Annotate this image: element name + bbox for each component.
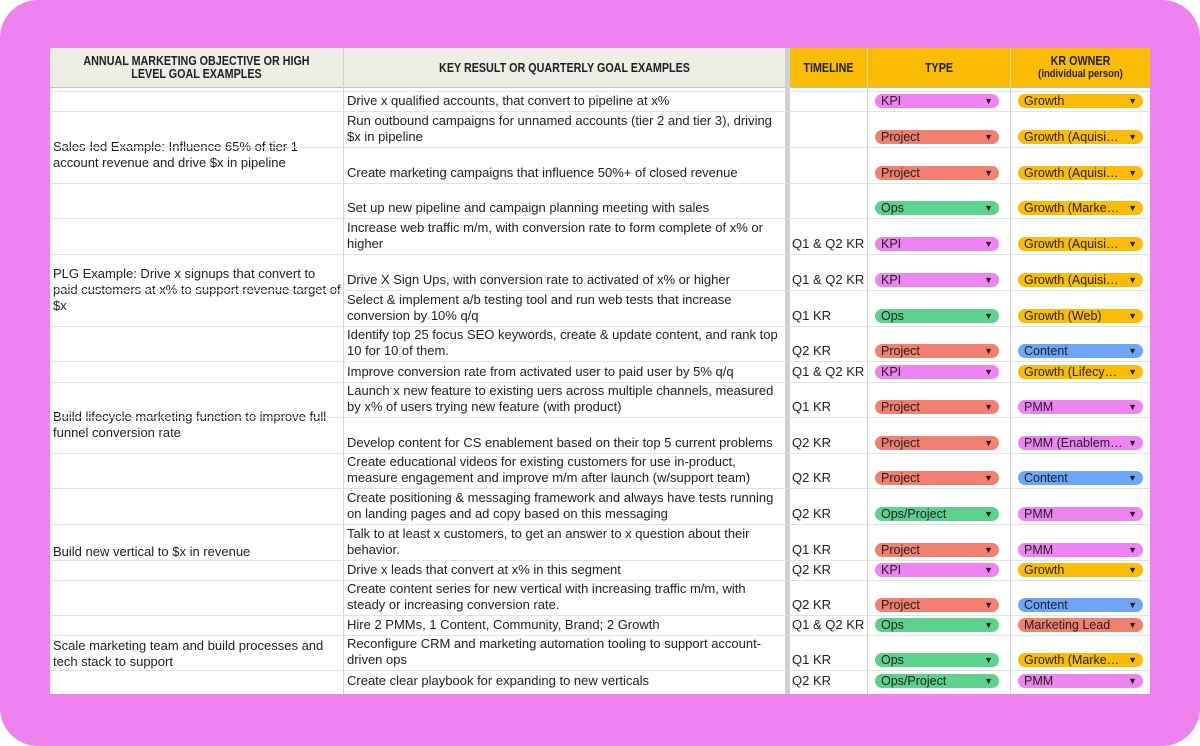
table-row[interactable] bbox=[50, 254, 1150, 290]
type-dropdown-chip[interactable] bbox=[875, 563, 999, 577]
timeline-cell[interactable]: Q2 KR bbox=[792, 673, 832, 688]
timeline-cell[interactable]: Q2 KR bbox=[792, 470, 832, 485]
header-owner bbox=[1021, 48, 1141, 88]
owner-label: PMM bbox=[1024, 507, 1054, 521]
owner-label: PMM (Enablem… bbox=[1024, 436, 1123, 450]
dropdown-arrow-icon: ▼ bbox=[1128, 239, 1137, 249]
dropdown-arrow-icon: ▼ bbox=[1128, 168, 1137, 178]
type-dropdown-chip[interactable] bbox=[875, 166, 999, 180]
type-label: Project bbox=[881, 598, 920, 612]
table-row[interactable] bbox=[50, 183, 1150, 218]
table-row[interactable] bbox=[50, 488, 1150, 524]
key-result-cell[interactable]: Create content series for new vertical with increasing traffic m/m, with steady or increasing conversion rate. bbox=[347, 581, 746, 612]
owner-dropdown-chip[interactable] bbox=[1018, 598, 1143, 612]
dropdown-arrow-icon: ▼ bbox=[984, 600, 993, 610]
type-dropdown-chip[interactable] bbox=[875, 130, 999, 144]
table-row[interactable] bbox=[50, 670, 1150, 691]
key-result-cell[interactable]: Drive x leads that convert at x% in this segment bbox=[347, 562, 621, 577]
owner-dropdown-chip[interactable] bbox=[1018, 344, 1143, 358]
owner-label: Growth (Lifecy… bbox=[1024, 365, 1118, 379]
owner-dropdown-chip[interactable] bbox=[1018, 130, 1143, 144]
timeline-cell[interactable]: Q1 KR bbox=[792, 652, 832, 667]
type-label: KPI bbox=[881, 563, 902, 577]
key-result-cell[interactable]: Create educational videos for existing customers for use in-product, measure engagement and improve m/m after launch (w/support team) bbox=[347, 454, 751, 485]
key-result-cell[interactable]: Create positioning & messaging framework and always have tests running on landing pages and ad copy based on this messaging bbox=[347, 490, 774, 521]
type-dropdown-chip[interactable] bbox=[875, 94, 999, 108]
dropdown-arrow-icon: ▼ bbox=[984, 655, 993, 665]
key-result-cell[interactable]: Increase web traffic m/m, with conversion rate to form complete of x% or higher bbox=[347, 220, 763, 251]
timeline-cell[interactable]: Q1 KR bbox=[792, 308, 832, 323]
type-dropdown-chip[interactable] bbox=[875, 400, 999, 414]
dropdown-arrow-icon: ▼ bbox=[984, 168, 993, 178]
key-result-cell[interactable]: Identify top 25 focus SEO keywords, create & update content, and rank top 10 for 10 of them. bbox=[347, 327, 778, 358]
dropdown-arrow-icon: ▼ bbox=[984, 620, 993, 630]
goal-text: Sales-led Example: Influence 65% of tier 1 account revenue and drive $x in pipeline bbox=[53, 139, 298, 170]
owner-dropdown-chip[interactable] bbox=[1018, 94, 1143, 108]
dropdown-arrow-icon: ▼ bbox=[1128, 402, 1137, 412]
timeline-cell[interactable]: Q1 KR bbox=[792, 399, 832, 414]
key-result-cell[interactable]: Drive x qualified accounts, that convert to pipeline at x% bbox=[347, 93, 670, 108]
table-row[interactable] bbox=[50, 91, 1150, 111]
dropdown-arrow-icon: ▼ bbox=[1128, 509, 1137, 519]
key-result-cell[interactable]: Reconfigure CRM and marketing automation tooling to support account-driven ops bbox=[347, 636, 762, 667]
dropdown-arrow-icon: ▼ bbox=[1128, 367, 1137, 377]
type-dropdown-chip[interactable] bbox=[875, 344, 999, 358]
type-label: Project bbox=[881, 130, 920, 144]
type-label: Project bbox=[881, 543, 920, 557]
table-row[interactable] bbox=[50, 147, 1150, 183]
dropdown-arrow-icon: ▼ bbox=[984, 676, 993, 686]
dropdown-arrow-icon: ▼ bbox=[984, 132, 993, 142]
dropdown-arrow-icon: ▼ bbox=[1128, 132, 1137, 142]
dropdown-arrow-icon: ▼ bbox=[1128, 311, 1137, 321]
owner-label: PMM bbox=[1024, 674, 1054, 688]
type-dropdown-chip[interactable] bbox=[875, 436, 999, 450]
type-dropdown-chip[interactable] bbox=[875, 598, 999, 612]
owner-label: Content bbox=[1024, 344, 1068, 358]
owner-dropdown-chip[interactable] bbox=[1018, 653, 1143, 667]
goal-text: Build new vertical to $x in revenue bbox=[53, 544, 251, 559]
table-row[interactable] bbox=[50, 382, 1150, 417]
dropdown-arrow-icon: ▼ bbox=[984, 203, 993, 213]
owner-dropdown-chip[interactable] bbox=[1018, 365, 1143, 379]
type-label: KPI bbox=[881, 273, 902, 287]
type-label: KPI bbox=[881, 94, 902, 108]
type-dropdown-chip[interactable] bbox=[875, 674, 999, 688]
type-dropdown-chip[interactable] bbox=[875, 237, 999, 251]
header-key-result: KEY RESULT OR QUARTERLY GOAL EXAMPLES bbox=[439, 60, 690, 75]
owner-label: Growth bbox=[1024, 563, 1065, 577]
owner-label: Growth (Aquisi… bbox=[1024, 166, 1119, 180]
dropdown-arrow-icon: ▼ bbox=[984, 402, 993, 412]
dropdown-arrow-icon: ▼ bbox=[1128, 346, 1137, 356]
dropdown-arrow-icon: ▼ bbox=[1128, 545, 1137, 555]
owner-dropdown-chip[interactable] bbox=[1018, 166, 1143, 180]
key-result-cell[interactable]: Hire 2 PMMs, 1 Content, Community, Brand; 2 Growth bbox=[347, 617, 660, 632]
dropdown-arrow-icon: ▼ bbox=[984, 311, 993, 321]
timeline-cell[interactable]: Q2 KR bbox=[792, 506, 832, 521]
type-dropdown-chip[interactable] bbox=[875, 543, 999, 557]
table-row[interactable] bbox=[50, 560, 1150, 580]
owner-dropdown-chip[interactable] bbox=[1018, 273, 1143, 287]
table-row[interactable] bbox=[50, 417, 1150, 453]
type-dropdown-chip[interactable] bbox=[875, 653, 999, 667]
type-label: Ops bbox=[881, 201, 904, 215]
table-row[interactable] bbox=[50, 453, 1150, 488]
dropdown-arrow-icon: ▼ bbox=[984, 473, 993, 483]
dropdown-arrow-icon: ▼ bbox=[984, 275, 993, 285]
table-row[interactable] bbox=[50, 580, 1150, 615]
timeline-cell[interactable]: Q1 & Q2 KR bbox=[792, 236, 865, 251]
dropdown-arrow-icon: ▼ bbox=[984, 346, 993, 356]
timeline-cell[interactable]: Q1 & Q2 KR bbox=[792, 364, 865, 379]
type-label: Project bbox=[881, 436, 920, 450]
owner-label: Growth (Marke… bbox=[1024, 653, 1120, 667]
dropdown-arrow-icon: ▼ bbox=[1128, 473, 1137, 483]
timeline-cell[interactable]: Q2 KR bbox=[792, 435, 832, 450]
owner-label: Content bbox=[1024, 471, 1068, 485]
owner-dropdown-chip[interactable] bbox=[1018, 309, 1143, 323]
type-label: Project bbox=[881, 400, 920, 414]
type-label: KPI bbox=[881, 365, 902, 379]
dropdown-arrow-icon: ▼ bbox=[984, 367, 993, 377]
type-label: Project bbox=[881, 344, 920, 358]
owner-label: Growth (Aquisi… bbox=[1024, 273, 1119, 287]
key-result-cell[interactable]: Launch x new feature to existing uers across multiple channels, measured by x% of users trying new feature (with product) bbox=[347, 383, 774, 414]
header-owner-title: KR OWNER bbox=[1050, 54, 1111, 68]
owner-label: Content bbox=[1024, 598, 1068, 612]
dropdown-arrow-icon: ▼ bbox=[984, 565, 993, 575]
dropdown-arrow-icon: ▼ bbox=[984, 509, 993, 519]
key-result-cell[interactable]: Improve conversion rate from activated user to paid user by 5% q/q bbox=[347, 364, 734, 379]
owner-dropdown-chip[interactable] bbox=[1018, 563, 1143, 577]
dropdown-arrow-icon: ▼ bbox=[1128, 600, 1137, 610]
header-objective: ANNUAL MARKETING OBJECTIVE OR HIGH LEVEL GOAL EXAMPLES bbox=[83, 54, 310, 81]
table-row[interactable] bbox=[50, 524, 1150, 560]
dropdown-arrow-icon: ▼ bbox=[1128, 438, 1137, 448]
owner-label: Growth (Aquisi… bbox=[1024, 130, 1119, 144]
table-row[interactable] bbox=[50, 111, 1150, 147]
dropdown-arrow-icon: ▼ bbox=[1128, 203, 1137, 213]
owner-label: Growth (Aquisi… bbox=[1024, 237, 1119, 251]
timeline-cell[interactable]: Q1 KR bbox=[792, 542, 832, 557]
timeline-cell[interactable]: Q1 & Q2 KR bbox=[792, 272, 865, 287]
type-dropdown-chip[interactable] bbox=[875, 507, 999, 521]
key-result-cell[interactable]: Run outbound campaigns for unnamed accounts (tier 2 and tier 3), driving $x in pipeline bbox=[347, 113, 772, 144]
owner-label: PMM bbox=[1024, 543, 1054, 557]
dropdown-arrow-icon: ▼ bbox=[1128, 565, 1137, 575]
type-dropdown-chip[interactable] bbox=[875, 618, 999, 632]
header-owner-sub: (individual person) bbox=[1038, 68, 1123, 80]
dropdown-arrow-icon: ▼ bbox=[1128, 96, 1137, 106]
key-result-cell[interactable]: Create marketing campaigns that influence 50%+ of closed revenue bbox=[347, 165, 738, 180]
owner-label: Growth (Marke… bbox=[1024, 201, 1120, 215]
owner-dropdown-chip[interactable] bbox=[1018, 543, 1143, 557]
owner-dropdown-chip[interactable] bbox=[1018, 436, 1143, 450]
dropdown-arrow-icon: ▼ bbox=[1128, 655, 1137, 665]
type-label: Ops bbox=[881, 309, 904, 323]
dropdown-arrow-icon: ▼ bbox=[1128, 620, 1137, 630]
table-row[interactable] bbox=[50, 218, 1150, 254]
type-dropdown-chip[interactable] bbox=[875, 365, 999, 379]
owner-dropdown-chip[interactable] bbox=[1018, 237, 1143, 251]
table-row[interactable] bbox=[50, 635, 1150, 670]
type-dropdown-chip[interactable] bbox=[875, 273, 999, 287]
key-result-cell[interactable]: Select & implement a/b testing tool and run web tests that increase conversion by 10% q/q bbox=[347, 292, 732, 323]
owner-label: Marketing Lead bbox=[1024, 618, 1111, 632]
type-dropdown-chip[interactable] bbox=[875, 309, 999, 323]
key-result-cell[interactable]: Create clear playbook for expanding to new verticals bbox=[347, 673, 650, 688]
type-label: Project bbox=[881, 471, 920, 485]
table-row[interactable] bbox=[50, 326, 1150, 361]
type-label: KPI bbox=[881, 237, 902, 251]
type-label: Ops bbox=[881, 618, 904, 632]
timeline-cell[interactable]: Q2 KR bbox=[792, 562, 832, 577]
timeline-cell[interactable]: Q1 & Q2 KR bbox=[792, 617, 865, 632]
table-row[interactable] bbox=[50, 361, 1150, 382]
owner-label: Growth (Web) bbox=[1024, 309, 1102, 323]
type-label: Ops bbox=[881, 653, 904, 667]
dropdown-arrow-icon: ▼ bbox=[1128, 676, 1137, 686]
timeline-cell[interactable]: Q2 KR bbox=[792, 597, 832, 612]
type-label: Ops/Project bbox=[881, 674, 947, 688]
key-result-cell[interactable]: Develop content for CS enablement based on their top 5 current problems bbox=[347, 435, 773, 450]
type-dropdown-chip[interactable] bbox=[875, 201, 999, 215]
timeline-cell[interactable]: Q2 KR bbox=[792, 343, 832, 358]
type-dropdown-chip[interactable] bbox=[875, 471, 999, 485]
owner-dropdown-chip[interactable] bbox=[1018, 471, 1143, 485]
dropdown-arrow-icon: ▼ bbox=[984, 239, 993, 249]
table-row[interactable] bbox=[50, 290, 1150, 326]
key-result-cell[interactable]: Set up new pipeline and campaign planning meeting with sales bbox=[347, 200, 710, 215]
type-label: Ops/Project bbox=[881, 507, 947, 521]
dropdown-arrow-icon: ▼ bbox=[984, 96, 993, 106]
owner-dropdown-chip[interactable] bbox=[1018, 201, 1143, 215]
header-timeline: TIMELINE bbox=[803, 60, 854, 75]
owner-dropdown-chip[interactable] bbox=[1018, 674, 1143, 688]
dropdown-arrow-icon: ▼ bbox=[984, 545, 993, 555]
key-result-cell[interactable]: Talk to at least x customers, to get an answer to x question about their behavior. bbox=[347, 526, 750, 557]
goal-text: PLG Example: Drive x signups that convert to paid customers at x% to support revenue target of $x bbox=[53, 266, 341, 313]
owner-dropdown-chip[interactable] bbox=[1018, 618, 1143, 632]
spreadsheet bbox=[50, 48, 1150, 694]
table-row[interactable] bbox=[50, 615, 1150, 635]
owner-dropdown-chip[interactable] bbox=[1018, 507, 1143, 521]
header-type: TYPE bbox=[924, 60, 954, 75]
goal-text: Build lifecycle marketing function to improve full-funnel conversion rate bbox=[53, 409, 331, 440]
type-label: Project bbox=[881, 166, 920, 180]
dropdown-arrow-icon: ▼ bbox=[984, 438, 993, 448]
owner-dropdown-chip[interactable] bbox=[1018, 400, 1143, 414]
key-result-cell[interactable]: Drive X Sign Ups, with conversion rate to activated of x% or higher bbox=[347, 272, 730, 287]
dropdown-arrow-icon: ▼ bbox=[1128, 275, 1137, 285]
owner-label: Growth bbox=[1024, 94, 1065, 108]
goal-text: Scale marketing team and build processes and tech stack to support bbox=[53, 638, 324, 669]
owner-label: PMM bbox=[1024, 400, 1054, 414]
